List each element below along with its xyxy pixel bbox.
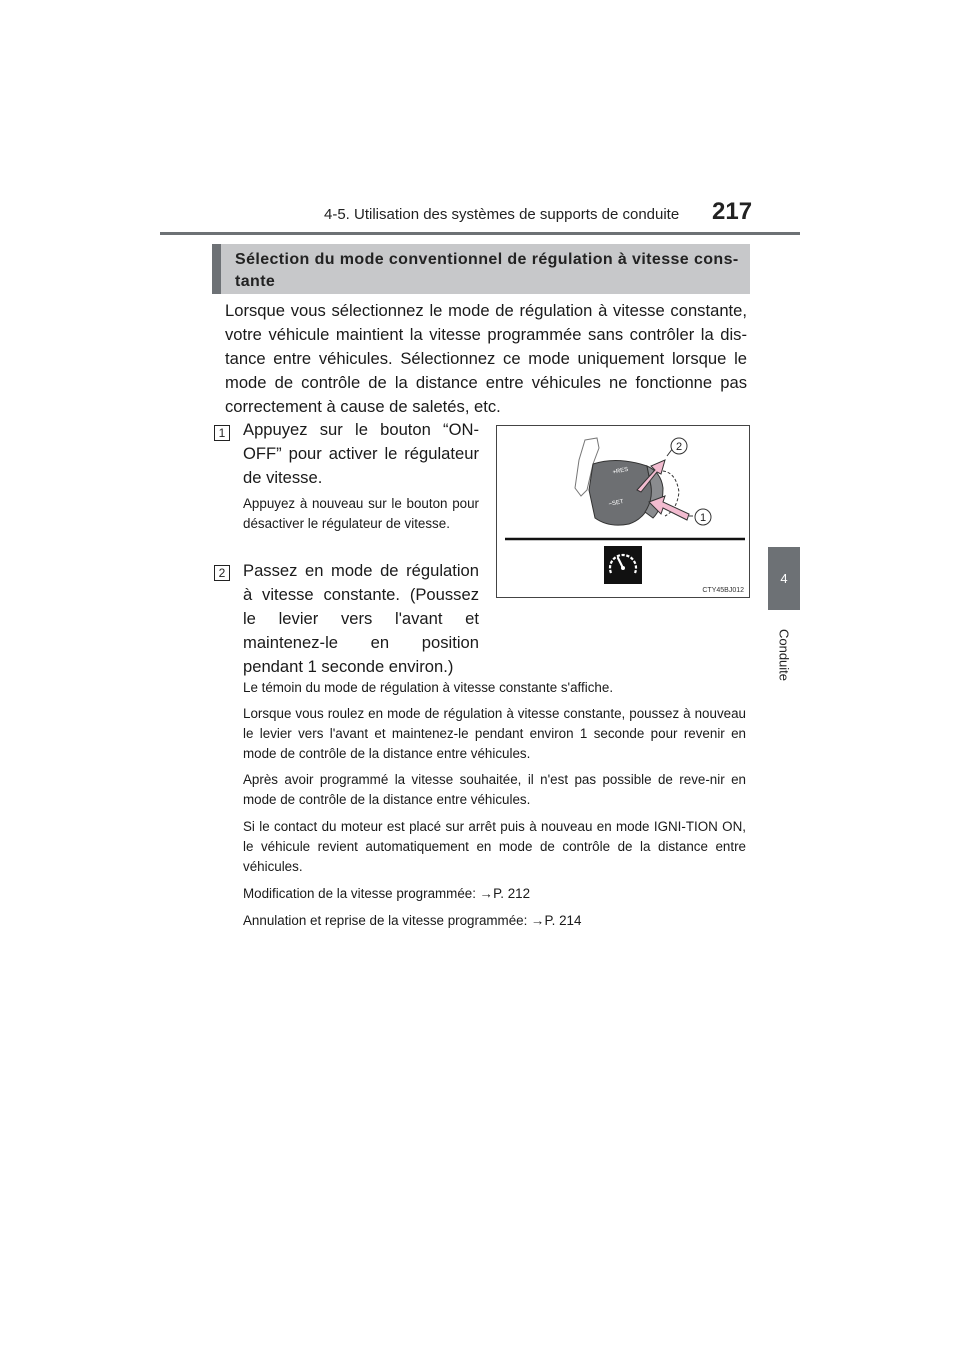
section-title-line2: tante	[235, 273, 276, 290]
intro-paragraph: Lorsque vous sélectionnez le mode de régulation à vitesse constante, votre véhicule maintient la vitesse programmée sans contrôler la dis-tance entre véhicules. Sélectionnez ce mode uniquement lorsque le mode de contrôle de la distance entre véhicules ne fonctionne pas correctement à cause de saletés, etc.	[225, 301, 747, 416]
callout-1: 1	[699, 512, 707, 524]
lever-label-set: −SET	[608, 498, 625, 508]
lever-label-res: +RES	[612, 466, 629, 476]
chapter-tab[interactable]: 4	[768, 547, 800, 610]
chapter-label-text: Conduite	[776, 628, 792, 682]
cruise-lever-illustration	[497, 426, 749, 597]
link-modify-speed[interactable]: Modification de la vitesse programmée: →P. 212	[243, 886, 531, 901]
note-return-distance-mode: Lorsque vous roulez en mode de régulation à vitesse constante, poussez à nouveau le levier vers l'avant et maintenez-le pendant environ 1 seconde pour revenir en mode de contrôle de la distance entre véhicules.	[243, 706, 746, 761]
step-1-note: Appuyez à nouveau sur le bouton pour désactiver le régulateur de vitesse.	[243, 496, 479, 531]
callout-2: 2	[675, 441, 683, 453]
chapter-label	[770, 620, 798, 690]
figure-code: CTY45BJ012	[702, 587, 744, 594]
note-indicator: Le témoin du mode de régulation à vitesse constante s'affiche.	[243, 680, 614, 695]
link-cancel-resume[interactable]: Annulation et reprise de la vitesse programmée: →P. 214	[243, 913, 582, 928]
header-rule	[160, 232, 800, 235]
cruise-control-speedometer-icon	[604, 546, 642, 584]
note-no-return: Après avoir programmé la vitesse souhaitée, il n'est pas possible de reve-nir en mode de contrôle de la distance entre véhicules.	[243, 772, 746, 807]
section-title	[235, 249, 742, 293]
section-title-line1: Sélection du mode conventionnel de régulation à vitesse cons-	[235, 251, 739, 268]
note-ignition: Si le contact du moteur est placé sur arrêt puis à nouveau en mode IGNI-TION ON, le véhicule revient automatiquement en mode de contrôle de la distance entre véhicules.	[243, 819, 746, 874]
step-2-number: 2	[214, 565, 230, 581]
section-heading	[212, 244, 750, 294]
page-number: 217	[712, 198, 753, 225]
step-1-number: 1	[214, 425, 230, 441]
running-head: 4-5. Utilisation des systèmes de supports de conduite	[324, 206, 680, 223]
step-2-text: Passez en mode de régulation à vitesse constante. (Poussez le levier vers l'avant et maintenez-le en position pendant 1 seconde environ.)	[243, 561, 479, 676]
step-1-text: Appuyez sur le bouton “ON-OFF” pour activer le régulateur de vitesse.	[243, 420, 479, 487]
cruise-lever-figure	[496, 425, 750, 598]
